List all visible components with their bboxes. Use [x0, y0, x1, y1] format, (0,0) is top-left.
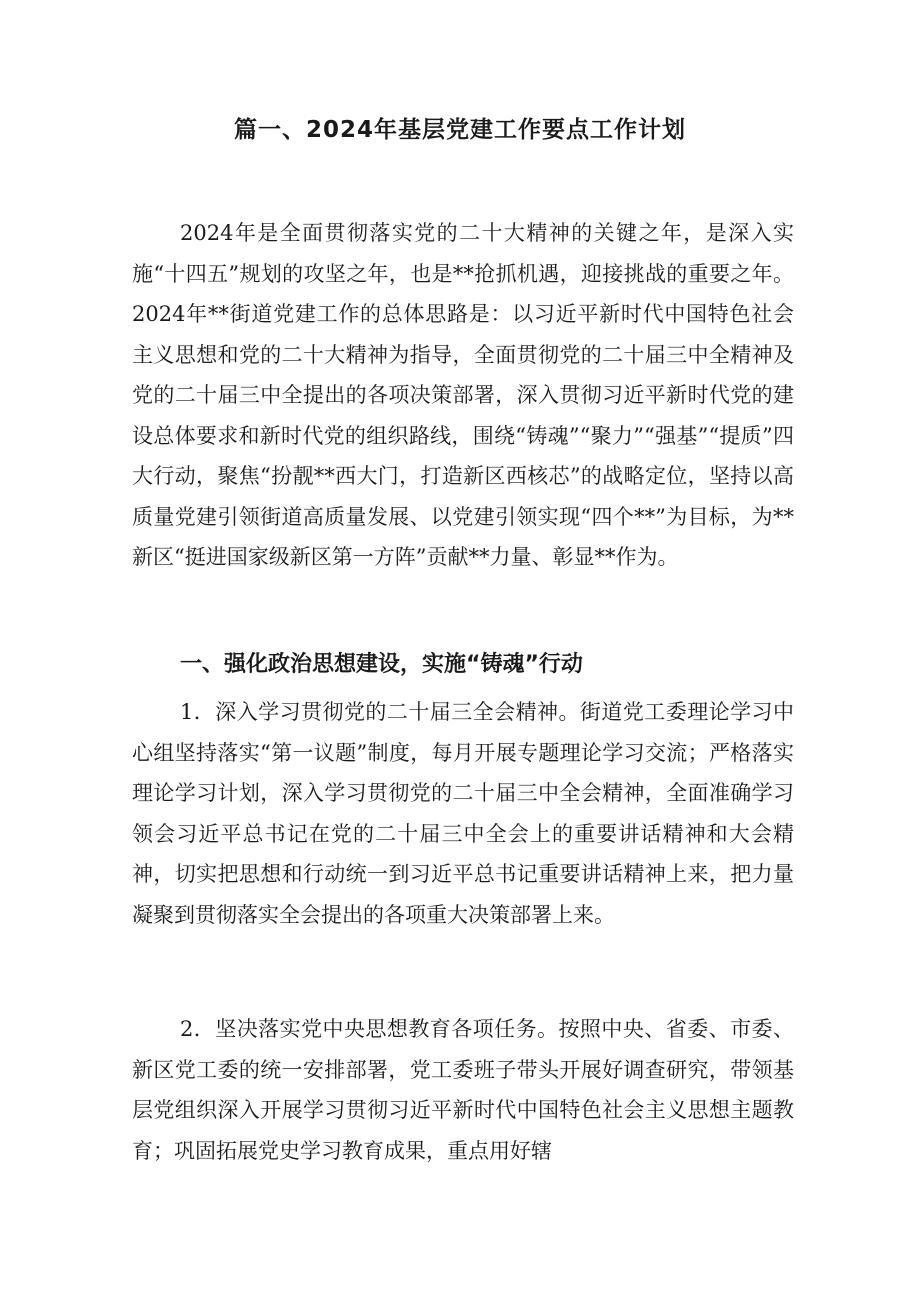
section-heading: 一、强化政治思想建设，实施“铸魂”行动	[180, 652, 583, 677]
section-item-2: 2．坚决落实党中央思想教育各项任务。按照中央、省委、市委、新区党工委的统一安排部署，党工委班子带头开展好调查研究，带领基层党组织深入开展学习贯彻习近平新时代中国特色社会主义思想主题教育；巩固拓展党史学习教育成果，重点用好辖	[132, 1017, 794, 1163]
document-title: 篇一、2024年基层党建工作要点工作计划	[233, 117, 686, 143]
intro-paragraph: 2024年是全面贯彻落实党的二十大精神的关键之年，是深入实施“十四五”规划的攻坚之年，也是**抢抓机遇，迎接挑战的重要之年。2024年**街道党建工作的总体思路是：以习近平新时代中国特色社会主义思想和党的二十大精神为指导，全面贯彻党的二十届三中全精神及党的二十届三中全提出的各项决策部署，深入贯彻习近平新时代党的建设总体要求和新时代党的组织路线，围绕“铸魂”“聚力”“强基”“提质”四大行动，聚焦“扮靓**西大门，打造新区西核芯”的战略定位，坚持以高质量党建引领街道高质量发展、以党建引领实现“四个**”为目标，为**新区“挺进国家级新区第一方阵”贡献**力量、彰显**作为。	[132, 221, 794, 569]
section-item-1: 1．深入学习贯彻党的二十届三全会精神。街道党工委理论学习中心组坚持落实“第一议题”制度，每月开展专题理论学习交流；严格落实理论学习计划，深入学习贯彻党的二十届三中全会精神，全面准确学习领会习近平总书记在党的二十届三中全会上的重要讲话精神和大会精神，切实把思想和行动统一到习近平总书记重要讲话精神上来，把力量凝聚到贯彻落实全会提出的各项重大决策部署上来。	[132, 700, 794, 927]
